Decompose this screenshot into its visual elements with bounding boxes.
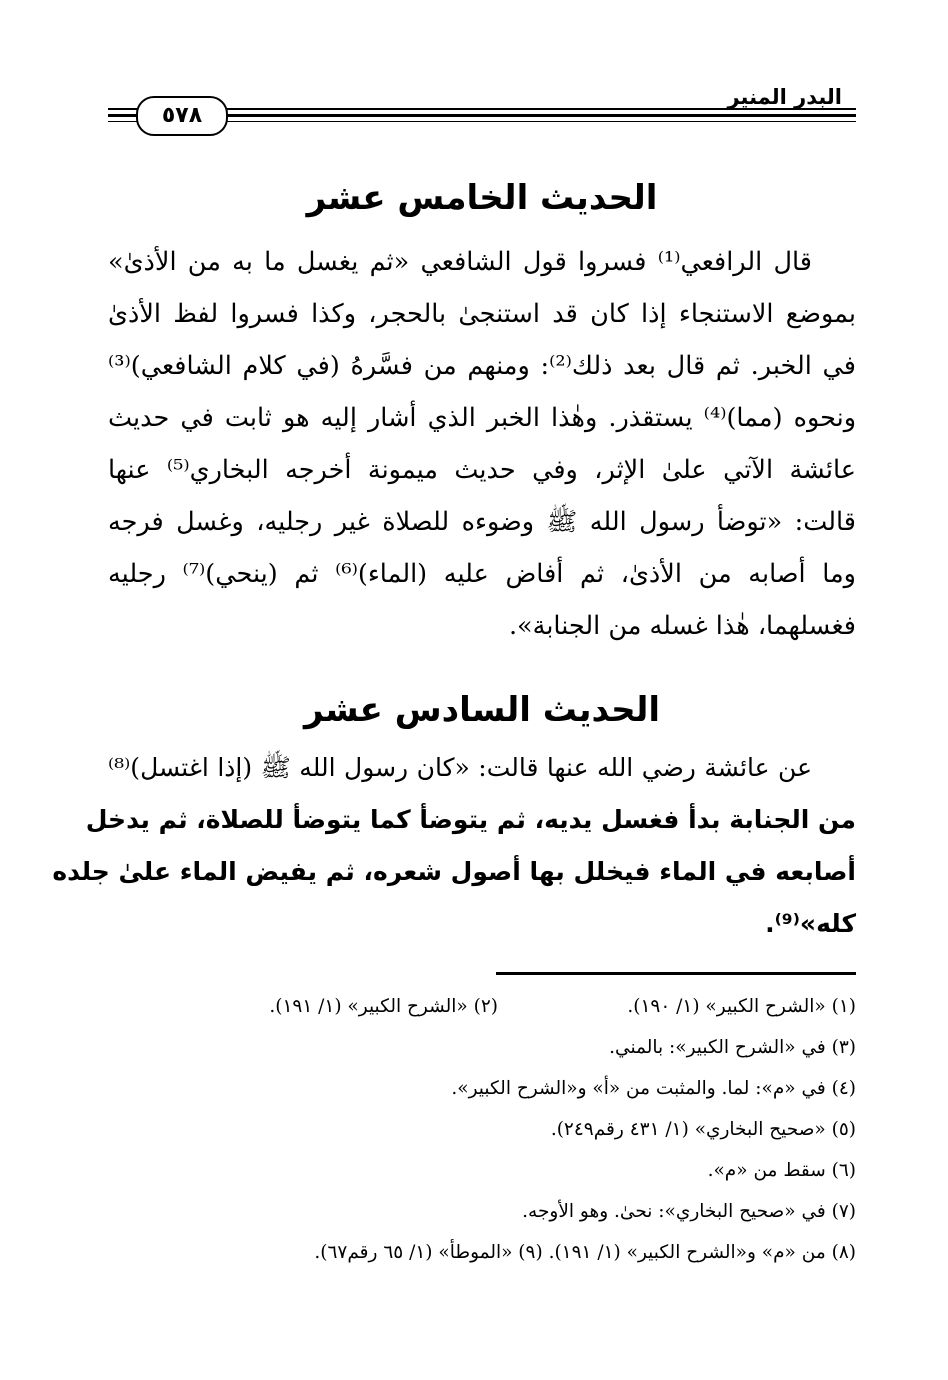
footnote-5: (٥) «صحيح البخاري» (١/ ٤٣١ رقم٢٤٩). bbox=[550, 1119, 856, 1140]
footnote-6: (٦) سقط من «م». bbox=[707, 1160, 856, 1181]
section-15-paragraph bbox=[108, 236, 856, 652]
footnotes bbox=[108, 986, 856, 1273]
paragraph-line: أصابعه في الماء فيخلل بها أصول شعره، ثم يفيض الماء علىٰ جلده bbox=[52, 857, 856, 886]
paragraph-line: من الجنابة بدأ فغسل يديه، ثم يتوضأ كما يتوضأ للصلاة، ثم يدخل bbox=[85, 805, 856, 834]
footnote-8-9: (٨) من «م» و«الشرح الكبير» (١/ ١٩١). (٩) «الموطأ» (١/ ٦٥ رقم٦٧). bbox=[314, 1242, 856, 1263]
footnote-7: (٧) في «صحيح البخاري»: نحىٰ. وهو الأوجه. bbox=[522, 1201, 856, 1222]
footnote-separator bbox=[496, 972, 856, 975]
paragraph-line: وما أصابه من الأذىٰ، ثم أفاض عليه (الماء)⁽⁶⁾ ثم (ينحي)⁽⁷⁾ رجليه bbox=[108, 559, 856, 589]
footnote-3: (٣) في «الشرح الكبير»: بالمني. bbox=[609, 1037, 856, 1058]
page-number: ٥٧٨ bbox=[136, 96, 228, 136]
section-heading-15: الحديث الخامس عشر bbox=[306, 178, 658, 218]
paragraph-line: عن عائشة رضي الله عنها قالت: «كان رسول الله ﷺ (إذا اغتسل)⁽⁸⁾ bbox=[108, 753, 812, 782]
footnote-1: (١) «الشرح الكبير» (١/ ١٩٠). bbox=[627, 996, 856, 1017]
paragraph-line: في الخبر. ثم قال بعد ذلك⁽²⁾: ومنهم من فسَّرهُ (في كلام الشافعي)⁽³⁾ bbox=[108, 351, 856, 381]
paragraph-line: ونحوه (مما)⁽⁴⁾ يستقذر. وهٰذا الخبر الذي أشار إليه هو ثابت في حديث bbox=[108, 403, 857, 433]
running-header bbox=[108, 86, 856, 136]
footnote-row bbox=[108, 986, 856, 1027]
paragraph-line: عائشة الآتي علىٰ الإثر، وفي حديث ميمونة أخرجه البخاري⁽⁵⁾ عنها bbox=[108, 455, 856, 485]
paragraph-line: قالت: «توضأ رسول الله ﷺ وضوءه للصلاة غير رجليه، وغسل فرجه bbox=[108, 507, 856, 537]
footnote-2: (٢) «الشرح الكبير» (١/ ١٩١). bbox=[269, 996, 498, 1017]
section-16-paragraph bbox=[52, 742, 856, 950]
paragraph-line: بموضع الاستنجاء إذا كان قد استنجىٰ بالحجر، وكذا فسروا لفظ الأذىٰ bbox=[108, 299, 856, 329]
paragraph-line: قال الرافعي⁽¹⁾ فسروا قول الشافعي «ثم يغسل ما به من الأذىٰ» bbox=[108, 247, 812, 277]
paragraph-line: فغسلهما، هٰذا غسله من الجنابة». bbox=[508, 611, 856, 641]
paragraph-line: كله»⁽⁹⁾. bbox=[765, 909, 856, 938]
section-heading-16: الحديث السادس عشر bbox=[303, 690, 661, 730]
footnote-4: (٤) في «م»: لما. والمثبت من «أ» و«الشرح الكبير». bbox=[451, 1078, 856, 1099]
book-title: البدر المنير bbox=[719, 86, 850, 108]
